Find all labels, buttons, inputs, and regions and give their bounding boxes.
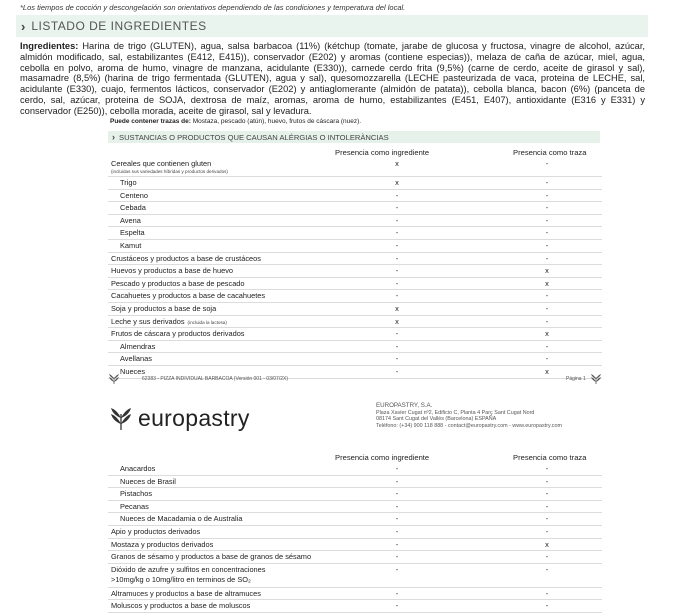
table-row — [108, 215, 602, 228]
trace-presence: - — [545, 564, 549, 574]
traces-text: Mostaza, pescado (atún), huevo, frutos de cáscara (nuez). — [190, 118, 362, 125]
allergen-name: Nueces de Macadamia o de Australia — [120, 514, 243, 524]
ingredient-presence: - — [395, 190, 399, 200]
allergen-name: Kamut — [120, 240, 142, 250]
table-row — [108, 278, 602, 291]
table-column-header — [108, 451, 602, 463]
allergen-name: Centeno — [120, 190, 148, 200]
table-row — [108, 240, 602, 253]
trace-presence: x — [545, 539, 549, 549]
trace-presence: - — [545, 464, 549, 473]
allergen-label — [111, 329, 245, 338]
allergen-name: Avellanas — [120, 354, 152, 364]
table-row — [108, 290, 602, 303]
allergen-label — [111, 502, 149, 511]
allergen-label — [111, 527, 200, 536]
table-row — [108, 341, 602, 354]
trace-presence: - — [545, 588, 549, 598]
table-row — [108, 227, 602, 240]
allergen-label — [111, 241, 141, 250]
allergen-label — [111, 304, 216, 313]
table-row — [108, 501, 602, 514]
company-street: Plaza Xavier Cugat nº2, Edificio C, Planta 4 Parç Sant Cugat Nord — [376, 409, 535, 416]
ingredient-presence: - — [395, 564, 399, 574]
ingredient-presence: x — [395, 178, 399, 187]
allergen-label — [111, 266, 233, 275]
table-row — [108, 253, 602, 266]
allergen-table-page-2 — [108, 451, 602, 613]
ingredient-presence: - — [395, 526, 399, 536]
trace-presence: - — [545, 240, 549, 250]
trace-presence: x — [545, 366, 549, 376]
allergen-name: Dióxido de azufre y sulfitos en concentraciones — [111, 564, 266, 574]
ingredient-presence: x — [395, 303, 399, 313]
trace-presence: - — [545, 215, 549, 225]
company-name: EUROPASTRY, S.A. — [376, 402, 433, 409]
allergen-label — [111, 279, 245, 288]
ingredients-label: Ingredientes: — [20, 41, 79, 51]
footer-product-ref: 62383 - PIZZA INDIVIDUAL BARBACOA (Versión 001 - 03/07/2X) — [142, 376, 288, 382]
ingredient-presence: - — [395, 514, 399, 524]
allergen-label — [111, 254, 261, 263]
table-row — [108, 526, 602, 539]
trace-presence: x — [545, 278, 549, 288]
trace-presence: - — [545, 253, 549, 263]
table-row — [108, 564, 602, 588]
traces-line — [110, 118, 361, 125]
allergen-label — [111, 228, 145, 237]
allergen-name: Apio y productos derivados — [111, 526, 201, 536]
allergen-name: Leche y sus derivados — [111, 316, 185, 326]
ingredients-paragraph — [20, 41, 645, 117]
trace-presence: x — [545, 329, 549, 339]
trace-presence: - — [545, 341, 549, 351]
ingredient-presence: - — [395, 601, 399, 611]
allergen-label — [111, 178, 137, 187]
trace-presence: - — [545, 303, 549, 313]
ingredient-presence: - — [395, 552, 399, 562]
allergen-label — [111, 191, 148, 200]
ingredient-presence: - — [395, 464, 399, 473]
ingredient-presence: - — [395, 291, 399, 301]
company-address — [376, 403, 562, 429]
table-row — [108, 476, 602, 489]
trace-presence: - — [545, 291, 549, 301]
allergen-name: Cacahuetes y productos a base de cacahuetes — [111, 291, 266, 301]
col-ingredient-header: Presencia como ingrediente — [335, 148, 430, 157]
ingredient-presence: - — [395, 253, 399, 263]
trace-presence: - — [545, 159, 549, 168]
ingredient-presence: - — [395, 501, 399, 511]
allergen-name: Pistachos — [120, 489, 153, 499]
table-row — [108, 328, 602, 341]
col-trace-header: Presencia como traza — [513, 453, 587, 462]
allergen-name: Cereales que contienen gluten — [111, 159, 212, 168]
footer-page-number: Página 1 — [566, 376, 586, 382]
allergen-name: Almendras — [120, 341, 156, 351]
ingredient-presence: - — [395, 341, 399, 351]
allergen-name: Frutos de cáscara y productos derivados — [111, 329, 245, 339]
trace-presence: - — [545, 514, 549, 524]
ingredient-presence: - — [395, 215, 399, 225]
allergen-name: Anacardos — [120, 464, 156, 473]
table-row — [108, 303, 602, 316]
ingredient-presence: - — [395, 588, 399, 598]
cooking-note: *Los tiempos de cocción y descongelación son orientativos dependiendo de las condiciones y temperatura del local. — [20, 3, 406, 12]
allergen-name: Huevos y productos a base de huevo — [111, 266, 234, 276]
allergen-label — [111, 552, 311, 561]
table-row — [108, 488, 602, 501]
table-row — [108, 353, 602, 366]
trace-presence: - — [545, 178, 549, 187]
ingredient-presence: - — [395, 476, 399, 486]
section-title: LISTADO DE INGREDIENTES — [31, 19, 207, 33]
allergen-label — [111, 354, 152, 363]
allergen-label — [111, 342, 155, 351]
ingredient-presence: - — [395, 329, 399, 339]
allergen-label — [111, 514, 242, 523]
ingredient-presence: - — [395, 366, 399, 376]
table-row — [108, 190, 602, 203]
allergen-table-page-1 — [108, 146, 602, 379]
table-row — [108, 158, 602, 177]
ingredient-presence: - — [395, 278, 399, 288]
allergen-name: Espelta — [120, 228, 145, 238]
allergen-label — [111, 464, 155, 473]
allergen-name: Avena — [120, 215, 141, 225]
trace-presence: x — [545, 266, 549, 276]
allergen-note: (incluida la lactosa) — [187, 319, 227, 325]
allergen-name: Pescado y productos a base de pescado — [111, 278, 245, 288]
ingredient-presence: x — [395, 159, 399, 168]
ingredient-presence: - — [395, 354, 399, 364]
col-trace-header: Presencia como traza — [513, 148, 587, 157]
table-row — [108, 177, 602, 190]
page-footer — [108, 373, 602, 387]
ingredient-presence: - — [395, 539, 399, 549]
table-row — [108, 463, 602, 476]
allergen-label — [111, 203, 146, 212]
ingredient-presence: - — [395, 240, 399, 250]
allergen-label — [111, 477, 176, 486]
traces-label: Puede contener trazas de: — [110, 118, 191, 125]
ingredient-presence: - — [395, 489, 399, 499]
allergen-label — [111, 565, 265, 584]
trace-presence: - — [545, 476, 549, 486]
wheat-icon — [108, 373, 120, 385]
trace-presence: - — [545, 228, 549, 238]
chevron-right-icon: › — [112, 132, 115, 142]
company-contact: Teléfono: (+34) 900 118 888 - contact@europastry.com - www.europastry.com — [376, 422, 562, 429]
trace-presence: - — [545, 354, 549, 364]
allergen-name-continued: >10mg/kg o 10mg/litro en terminos de SO₂ — [111, 574, 251, 584]
allergen-section-header[interactable] — [108, 131, 600, 143]
table-row — [108, 539, 602, 552]
col-ingredient-header: Presencia como ingrediente — [335, 453, 430, 462]
allergen-label — [111, 216, 141, 225]
table-row — [108, 600, 602, 613]
trace-presence: - — [545, 552, 549, 562]
table-column-header — [108, 146, 602, 158]
ingredients-text: Harina de trigo (GLUTEN), agua, salsa barbacoa (11%) (kétchup (tomate, jarabe de glucosa y fructosa, vinagre de alcohol, azúcar, almidón modificado, sal, estabilizantes (E412, E415)), conservador (E202) y aromas (contiene especias)), melaza de caña de azúcar, miel, agua, cebolla en polvo, aroma de humo, vinagre de manzana, acidulante (E330)), carnede cerdo frita (9,5%) (carne de cerdo, aceite de girasol y sal), masamadre (8,5%) (harina de trigo fermentada (GLUTEN), agua y sal), quesomozzarella (LECHE pasteurizada de vaca, proteina de LECHE, sal, acidulante (E330), cuajo, fermentos lácticos, conservador (E202) y antiaglomerante (almidón de patata)), cebolla blanca, bacon (6%) (panceta de cerdo, sal, azúcar, proteina de SOJA, dextrosa de maíz, aromas, aroma de humo, estabilizantes (E451, E407), antioxidante (E316 y E331) y conservador (E250)), cebolla morada, aceite de girasol, sal y levadura. — [20, 41, 645, 116]
allergen-name: Soja y productos a base de soja — [111, 303, 217, 313]
trace-presence: - — [545, 526, 549, 536]
allergen-name: Nueces de Brasil — [120, 476, 176, 486]
company-letterhead — [108, 397, 600, 439]
chevron-right-icon: › — [21, 18, 26, 34]
trace-presence: - — [545, 601, 549, 611]
trace-presence: - — [545, 190, 549, 200]
trace-presence: - — [545, 489, 549, 499]
ingredient-presence: - — [395, 228, 399, 238]
company-city: 08174 Sant Cugat del Vallès (Barcelona) ESPAÑA — [376, 416, 497, 422]
allergen-name: Crustáceos y productos a base de crustáceos — [111, 253, 261, 263]
allergen-name: Mostaza y productos derivados — [111, 539, 214, 549]
allergen-name: Cebada — [120, 203, 146, 213]
ingredient-presence: - — [395, 266, 399, 276]
ingredient-presence: - — [395, 203, 399, 213]
allergen-name: Granos de sésamo y productos a base de granos de sésamo — [111, 552, 312, 562]
allergen-name: Altramuces y productos a base de altramuces — [111, 588, 261, 598]
brand-logo-text: europastry — [138, 405, 250, 431]
ingredients-section-header[interactable] — [16, 15, 648, 37]
allergen-title: SUSTANCIAS O PRODUCTOS QUE CAUSAN ALÉRGIAS O INTOLERÀNCIAS — [119, 132, 389, 142]
table-row — [108, 265, 602, 278]
trace-presence: - — [545, 203, 549, 213]
wheat-icon — [590, 373, 602, 385]
europastry-logo-icon — [108, 405, 134, 431]
allergen-name: Nueces — [120, 366, 146, 376]
allergen-label — [111, 540, 213, 549]
allergen-label — [111, 589, 261, 598]
allergen-label — [111, 601, 250, 610]
allergen-name: Pecanas — [120, 501, 149, 511]
table-row — [108, 513, 602, 526]
trace-presence: - — [545, 501, 549, 511]
table-row — [108, 588, 602, 601]
allergen-name: Moluscos y productos a base de moluscos — [111, 601, 251, 611]
trace-presence: - — [545, 316, 549, 326]
allergen-label — [111, 489, 152, 498]
table-row — [108, 202, 602, 215]
ingredient-presence: x — [395, 316, 399, 326]
table-row — [108, 551, 602, 564]
allergen-label — [111, 159, 228, 174]
allergen-note: (incluidas sus variedades híbridas y productos derivados) — [111, 169, 228, 174]
allergen-name: Trigo — [120, 178, 137, 187]
table-row — [108, 316, 602, 329]
allergen-label — [111, 291, 265, 300]
allergen-label — [111, 317, 227, 326]
